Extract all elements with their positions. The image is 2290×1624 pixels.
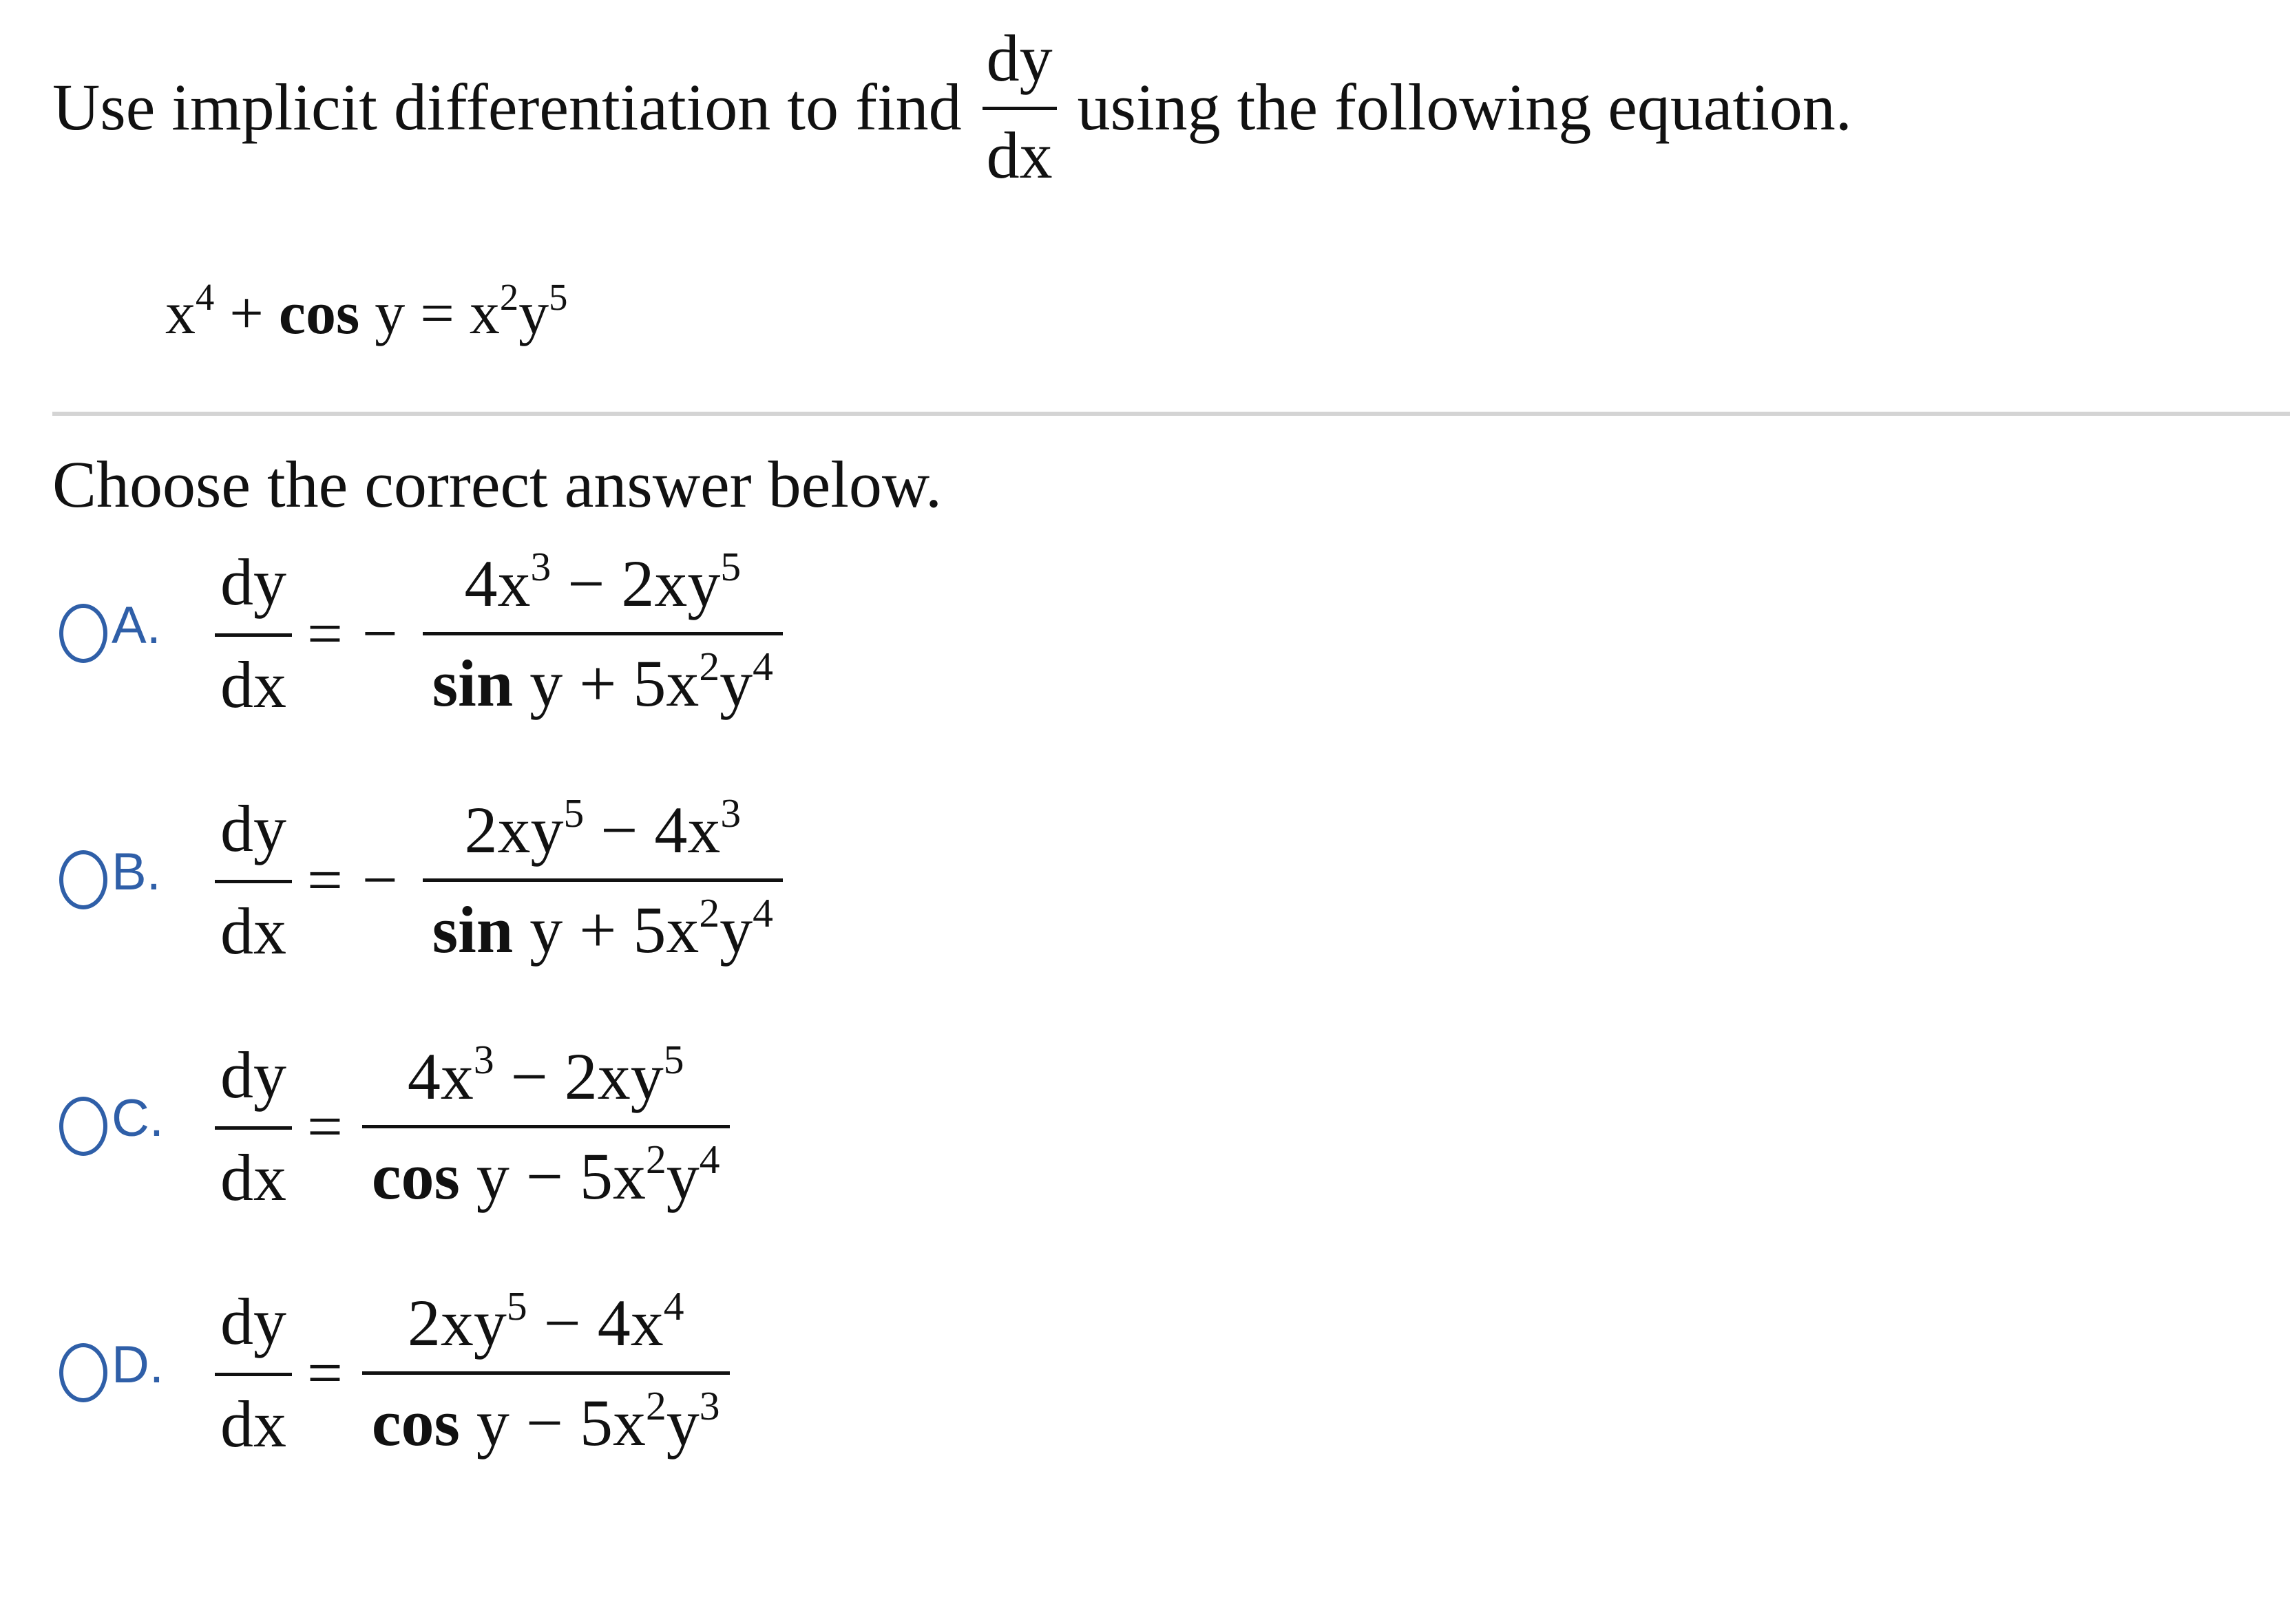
rhs-denominator <box>423 882 783 967</box>
denominator-term: y <box>666 1385 700 1459</box>
option-letter[interactable]: C. <box>112 1088 164 1148</box>
negative-sign: − <box>361 598 398 668</box>
denominator-exponent: 3 <box>699 1382 720 1428</box>
denominator-term: y <box>719 646 753 720</box>
denominator-exponent: 4 <box>753 889 773 936</box>
lhs-derivative <box>215 1284 292 1461</box>
numerator-term: 2xy <box>464 792 564 867</box>
eq-equals: = <box>405 280 470 347</box>
eq-x-exponent: 4 <box>196 276 215 319</box>
numerator-term: 2xy <box>407 1285 507 1360</box>
equals-sign: = <box>307 1338 343 1408</box>
denominator-function: cos <box>371 1385 460 1459</box>
section-divider <box>52 412 2290 416</box>
lhs-numerator: dy <box>220 791 286 865</box>
question-stem <box>52 21 1852 192</box>
rhs-numerator <box>454 790 750 878</box>
eq-y: y <box>359 280 406 347</box>
option-letter[interactable]: B. <box>112 842 161 901</box>
denominator-term: y − 5x <box>459 1139 646 1213</box>
lhs-numerator: dy <box>220 1284 286 1358</box>
radio-button[interactable] <box>59 1343 107 1402</box>
derivative-numerator: dy <box>986 21 1053 95</box>
option-b[interactable] <box>59 777 783 983</box>
numerator-exponent: 4 <box>663 1283 684 1329</box>
negative-sign: − <box>361 845 398 915</box>
denominator-function: sin <box>432 892 514 967</box>
question-prefix: Use implicit differentiation to find <box>52 70 962 144</box>
eq-rhs-y-exponent: 5 <box>549 276 568 319</box>
numerator-exponent: 3 <box>720 790 742 836</box>
rhs-denominator <box>423 635 783 720</box>
rhs-fraction <box>423 543 783 720</box>
option-letter[interactable]: D. <box>112 1335 164 1394</box>
numerator-term: 4x <box>464 546 531 620</box>
numerator-term: − 4x <box>527 1285 664 1360</box>
radio-button[interactable] <box>59 1097 107 1156</box>
equals-sign: = <box>307 1091 343 1161</box>
lhs-denominator: dx <box>220 894 286 968</box>
denominator-term: y <box>666 1139 700 1213</box>
derivative-fraction <box>983 21 1057 192</box>
eq-rhs-x: x <box>469 280 500 347</box>
given-equation <box>165 276 568 348</box>
lhs-derivative <box>215 1037 292 1214</box>
lhs-denominator: dx <box>220 1386 286 1461</box>
eq-rhs-x-exponent: 2 <box>499 276 519 319</box>
denominator-exponent: 2 <box>699 643 720 689</box>
denominator-term: y − 5x <box>459 1385 646 1459</box>
denominator-exponent: 2 <box>646 1382 666 1428</box>
question-suffix: using the following equation. <box>1077 70 1852 144</box>
option-d[interactable] <box>59 1269 730 1476</box>
rhs-numerator <box>454 543 750 632</box>
rhs-numerator <box>398 1036 694 1125</box>
equals-sign: = <box>307 845 343 915</box>
radio-button[interactable] <box>59 604 107 663</box>
derivative-denominator: dx <box>986 118 1053 192</box>
rhs-fraction <box>362 1283 730 1459</box>
numerator-exponent: 3 <box>530 543 552 589</box>
denominator-exponent: 4 <box>753 643 773 689</box>
lhs-derivative <box>215 791 292 968</box>
numerator-term: − 4x <box>584 792 721 867</box>
denominator-term: y <box>719 892 753 967</box>
denominator-function: cos <box>371 1139 460 1213</box>
lhs-numerator: dy <box>220 1037 286 1112</box>
equals-sign: = <box>307 598 343 668</box>
numerator-term: − 2xy <box>551 546 721 620</box>
numerator-exponent: 5 <box>663 1036 684 1082</box>
rhs-numerator <box>398 1283 694 1371</box>
lhs-denominator: dx <box>220 1140 286 1214</box>
numerator-exponent: 5 <box>720 543 742 589</box>
eq-rhs-y: y <box>518 280 549 347</box>
denominator-exponent: 2 <box>699 889 720 936</box>
numerator-term: 4x <box>407 1039 474 1113</box>
numerator-term: − 2xy <box>494 1039 664 1113</box>
denominator-function: sin <box>432 646 514 720</box>
instruction-text: Choose the correct answer below. <box>52 447 942 521</box>
option-c[interactable] <box>59 1023 730 1230</box>
eq-x: x <box>165 280 196 347</box>
denominator-exponent: 4 <box>699 1136 720 1182</box>
eq-plus: + <box>214 280 279 347</box>
rhs-denominator <box>362 1375 730 1459</box>
lhs-derivative <box>215 545 292 721</box>
radio-button[interactable] <box>59 850 107 909</box>
option-letter[interactable]: A. <box>112 595 161 655</box>
rhs-fraction <box>423 790 783 967</box>
denominator-term: y + 5x <box>513 646 700 720</box>
numerator-exponent: 5 <box>563 790 585 836</box>
lhs-numerator: dy <box>220 545 286 619</box>
numerator-exponent: 3 <box>473 1036 494 1082</box>
option-a[interactable] <box>59 530 783 737</box>
lhs-denominator: dx <box>220 647 286 721</box>
numerator-exponent: 5 <box>506 1283 527 1329</box>
denominator-term: y + 5x <box>513 892 700 967</box>
denominator-exponent: 2 <box>646 1136 666 1182</box>
rhs-fraction <box>362 1036 730 1213</box>
eq-cos: cos <box>278 280 360 347</box>
rhs-denominator <box>362 1128 730 1213</box>
